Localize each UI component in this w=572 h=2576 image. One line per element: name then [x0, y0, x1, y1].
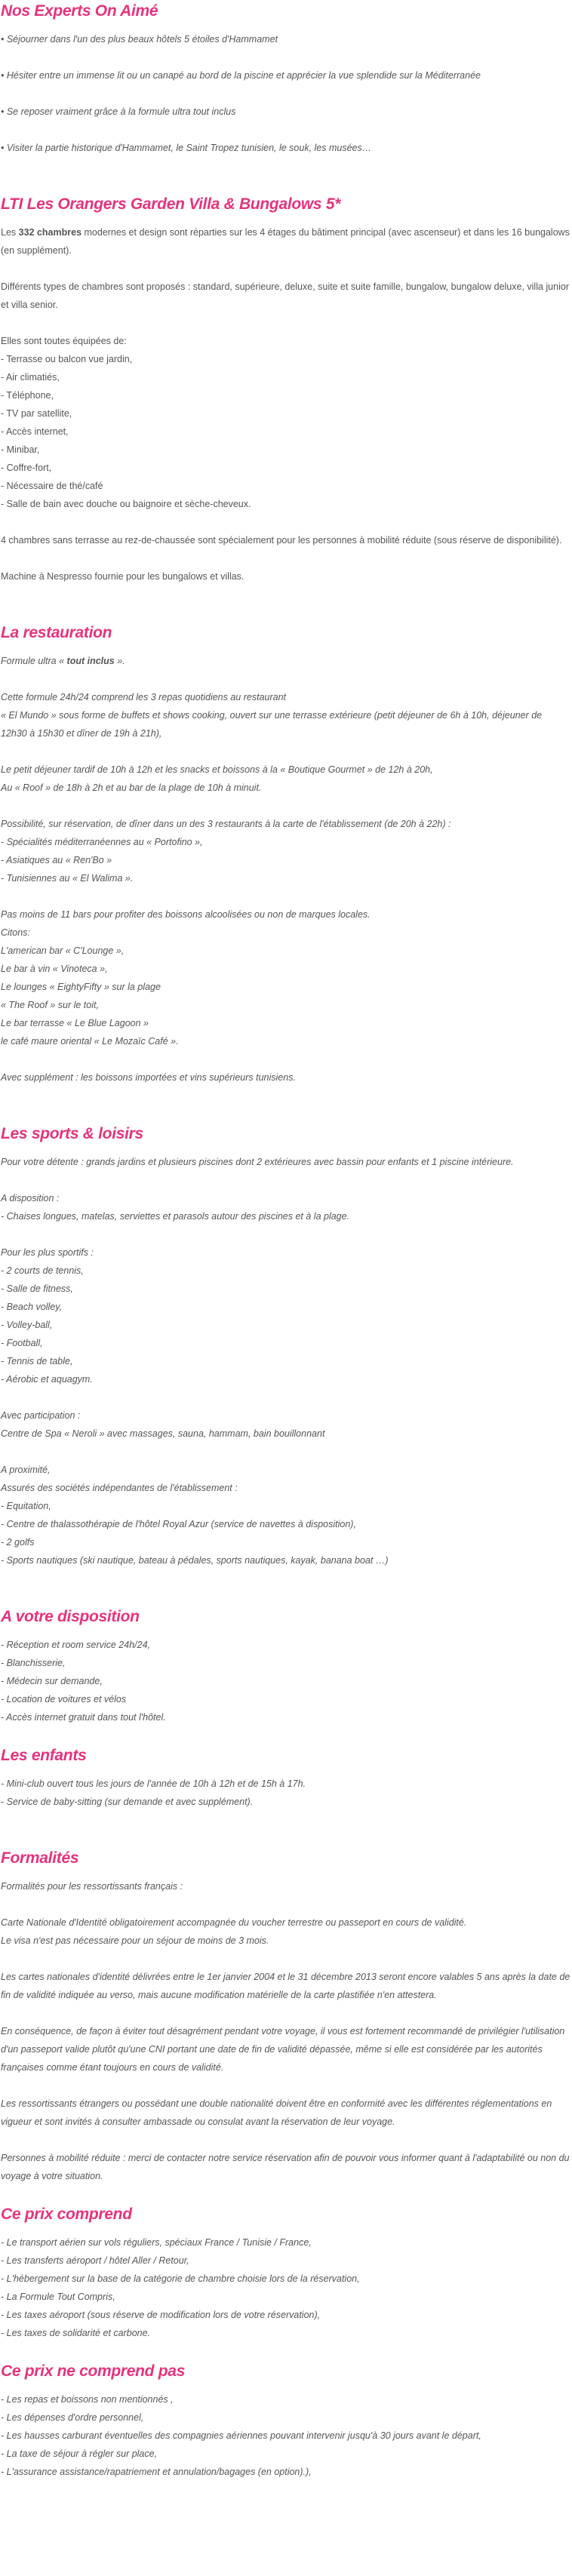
kids-item: - Service de baby-sitting (sur demande et avec supplément). [1, 1797, 254, 1807]
kids-section [1, 1744, 570, 1811]
formalites-text: Personnes à mobilité réduite : merci de contacter notre service réservation afin de pouvoir vous informer quant à l'adaptabilité ou non du voyage à votre situation. [1, 2153, 570, 2181]
restauration-text: Le bar à vin « Vinoteca », [1, 964, 108, 974]
sports-text: - Centre de thalassothérapie de l'hôtel Royal Azur (service de navettes à disposition), [1, 1519, 356, 1529]
sports-text: A disposition : [1, 1193, 60, 1203]
excluded-item: - L'assurance assistance/rapatriement et annulation/bagages (en option).), [1, 2467, 312, 2477]
restauration-text: Possibilité, sur réservation, de dîner dans un des 3 restaurants à la carte de l'établissement (de 20h à 22h) : [1, 819, 451, 829]
excluded-title: Ce prix ne comprend pas [1, 2362, 186, 2380]
formalites-text: Le visa n'est pas nécessaire pour un séjour de moins de 3 mois. [1, 1935, 269, 1946]
experts-section [1, 0, 570, 157]
sports-text: - 2 courts de tennis, [1, 1265, 84, 1276]
hotel-equipment-item: - Coffre-fort, [1, 463, 52, 473]
restauration-text: - Spécialités méditerranéennes au « Portofino », [1, 837, 203, 847]
hotel-equipment-item: - Minibar, [1, 444, 40, 455]
hotel-nespresso: Machine à Nespresso fournie pour les bungalows et villas. [1, 571, 244, 582]
hotel-equipment-item: - Salle de bain avec douche ou baignoire et sèche-cheveux. [1, 499, 251, 509]
services-item: - Réception et room service 24h/24, [1, 1640, 151, 1650]
formalites-section [1, 1847, 570, 2185]
sports-title: Les sports & loisirs [1, 1125, 143, 1142]
hotel-equipment-item: - Téléphone, [1, 390, 54, 401]
excluded-item: - Les repas et boissons non mentionnés , [1, 2394, 174, 2405]
restauration-text: Le lounges « EightyFifty » sur la plage [1, 982, 161, 992]
sports-text: - Football, [1, 1338, 43, 1348]
sports-text: - Beach volley, [1, 1302, 63, 1312]
sports-text: Assurés des sociétés indépendantes de l'établissement : [1, 1483, 238, 1493]
hotel-equipment-item: - Air climatiés, [1, 372, 60, 383]
formalites-text: En conséquence, de façon à éviter tout désagrément pendant votre voyage, il vous est fortement recommandé de privilégier l'utilisation d'un passeport valide plutôt qu'une CNI portant une date de fin de validité dépassée, même si elle est considérée par les autorités françaises comme étant toujours en cours de validité. [1, 2026, 565, 2073]
restauration-text: le café maure oriental « Le Mozaïc Café ». [1, 1036, 179, 1047]
included-section [1, 2203, 570, 2342]
sports-text: Centre de Spa « Neroli » avec massages, sauna, hammam, bain bouillonnant [1, 1428, 325, 1439]
included-item: - Les taxes aéroport (sous réserve de modification lors de votre réservation), [1, 2310, 321, 2320]
services-item: - Location de voitures et vélos [1, 1694, 127, 1705]
formalites-text: Les ressortissants étrangers ou possédant une double nationalité doivent être en conformité avec les différentes réglementations en vigueur et sont invités à consulter ambassade ou consulat avant la réservation de leur voyage. [1, 2098, 552, 2127]
sports-text: - Equitation, [1, 1501, 51, 1511]
restauration-text: Cette formule 24h/24 comprend les 3 repas quotidiens au restaurant [1, 692, 287, 702]
restauration-section [1, 622, 570, 1087]
excluded-item: - Les hausses carburant éventuelles des compagnies aériennes pouvant intervenir jusqu'à 30 jours avant le départ, [1, 2430, 481, 2441]
hotel-equipment-item: - Accès internet, [1, 426, 69, 437]
restauration-text: Avec supplément : les boissons importées et vins supérieurs tunisiens. [1, 1072, 296, 1083]
included-item: - La Formule Tout Compris, [1, 2292, 115, 2302]
restauration-text: Le bar terrasse « Le Blue Lagoon » [1, 1018, 149, 1028]
hotel-equipment-item: - TV par satellite, [1, 408, 72, 419]
hotel-room-count: 332 chambres [18, 227, 82, 238]
experts-item: • Hésiter entre un immense lit ou un canapé au bord de la piscine et apprécier la vue splendide sur la Méditerranée [1, 70, 481, 81]
services-item: - Médecin sur demande, [1, 1676, 103, 1686]
kids-title: Les enfants [1, 1747, 87, 1764]
hotel-intro: Les 332 chambres modernes et design sont réparties sur les 4 étages du bâtiment principal (avec ascenseur) et dans les 16 bungalows (en supplément). [1, 227, 570, 256]
included-item: - Les transferts aéroport / hôtel Aller / Retour, [1, 2255, 189, 2266]
sports-text: - Sports nautiques (ski nautique, bateau à pédales, sports nautiques, kayak, banana boat …) [1, 1555, 389, 1566]
hotel-room-types: Différents types de chambres sont proposés : standard, supérieure, deluxe, suite et suite famille, bungalow, bungalow deluxe, villa junior et villa senior. [1, 281, 569, 310]
restauration-text: Pas moins de 11 bars pour profiter des boissons alcoolisées ou non de marques locales. [1, 909, 371, 920]
sports-text: - Chaises longues, matelas, serviettes et parasols autour des piscines et à la plage. [1, 1211, 350, 1222]
hotel-equipment-intro: Elles sont toutes équipées de: [1, 336, 127, 346]
excluded-item: - La taxe de séjour à régler sur place, [1, 2448, 158, 2459]
services-item: - Blanchisserie, [1, 1658, 66, 1668]
excluded-item: - Les dépenses d'ordre personnel, [1, 2412, 144, 2423]
included-item: - L'hébergement sur la base de la catégorie de chambre choisie lors de la réservation, [1, 2273, 360, 2284]
restauration-formula: Formule ultra « tout inclus ». [1, 656, 125, 666]
formalites-title: Formalités [1, 1849, 79, 1867]
restauration-text: L'american bar « C'Lounge », [1, 945, 125, 956]
sports-text: A proximité, [1, 1465, 51, 1475]
sports-text: - 2 golfs [1, 1537, 35, 1548]
formalites-text: Les cartes nationales d'identité délivrées entre le 1er janvier 2004 et le 31 décembre 2013 seront encore valables 5 ans après la date de fin de validité indiquée au verso, mais aucune modification matérielle de la carte plastifiée n'en attestera. [1, 1972, 570, 2000]
restauration-text: Au « Roof » de 18h à 2h et au bar de la plage de 10h à minuit. [1, 782, 262, 793]
hotel-section [1, 193, 570, 586]
experts-item: • Visiter la partie historique d'Hammamet, le Saint Tropez tunisien, le souk, les musées… [1, 143, 372, 153]
sports-section [1, 1123, 570, 1569]
hotel-equipment-item: - Terrasse ou balcon vue jardin, [1, 354, 133, 364]
sports-text: - Tennis de table, [1, 1356, 73, 1366]
restauration-title: La restauration [1, 624, 112, 641]
hotel-accessible-rooms: 4 chambres sans terrasse au rez-de-chaussée sont spécialement pour les personnes à mobilité réduite (sous réserve de disponibilité). [1, 535, 562, 546]
sports-text: - Aérobic et aquagym. [1, 1374, 93, 1385]
restauration-text: « The Roof » sur le toit, [1, 1000, 99, 1010]
included-item: - Le transport aérien sur vols réguliers, spéciaux France / Tunisie / France, [1, 2237, 312, 2248]
hotel-title: LTI Les Orangers Garden Villa & Bungalows 5* [1, 195, 341, 213]
experts-item: • Se reposer vraiment grâce à la formule ultra tout inclus [1, 106, 236, 117]
hotel-equipment-item: - Nécessaire de thé/café [1, 481, 103, 491]
restauration-text: - Asiatiques au « Ren'Bo » [1, 855, 112, 865]
sports-text: - Volley-ball, [1, 1320, 53, 1330]
kids-item: - Mini-club ouvert tous les jours de l'année de 10h à 12h et de 15h à 17h. [1, 1778, 306, 1789]
restauration-text: Citons: [1, 927, 30, 938]
restauration-text: - Tunisiennes au « El Walima ». [1, 873, 134, 884]
restauration-text: « El Mundo » sous forme de buffets et shows cooking, ouvert sur une terrasse extérieure (petit déjeuner de 6h à 10h, déjeuner de 12h30 à 15h30 et dîner de 19h à 21h), [1, 710, 543, 739]
experts-title: Nos Experts On Aimé [1, 2, 158, 20]
excluded-section [1, 2360, 570, 2481]
services-title: A votre disposition [1, 1608, 140, 1625]
formalites-text: Carte Nationale d'Identité obligatoirement accompagnée du voucher terrestre ou passeport en cours de validité. [1, 1917, 467, 1928]
services-item: - Accès internet gratuit dans tout l'hôtel. [1, 1712, 166, 1723]
sports-text: Avec participation : [1, 1410, 81, 1421]
services-section [1, 1606, 570, 1726]
included-title: Ce prix comprend [1, 2206, 132, 2223]
sports-text: Pour votre détente : grands jardins et plusieurs piscines dont 2 extérieures avec bassin pour enfants et 1 piscine intérieure. [1, 1157, 514, 1167]
formalites-intro: Formalités pour les ressortissants français : [1, 1881, 183, 1892]
sports-text: - Salle de fitness, [1, 1283, 73, 1294]
sports-text: Pour les plus sportifs : [1, 1247, 94, 1258]
included-item: - Les taxes de solidarité et carbone. [1, 2328, 151, 2338]
restauration-text: Le petit déjeuner tardif de 10h à 12h et les snacks et boissons à la « Boutique Gourmet » de 12h à 20h, [1, 764, 433, 775]
experts-item: • Séjourner dans l'un des plus beaux hôtels 5 étoiles d'Hammamet [1, 34, 278, 45]
